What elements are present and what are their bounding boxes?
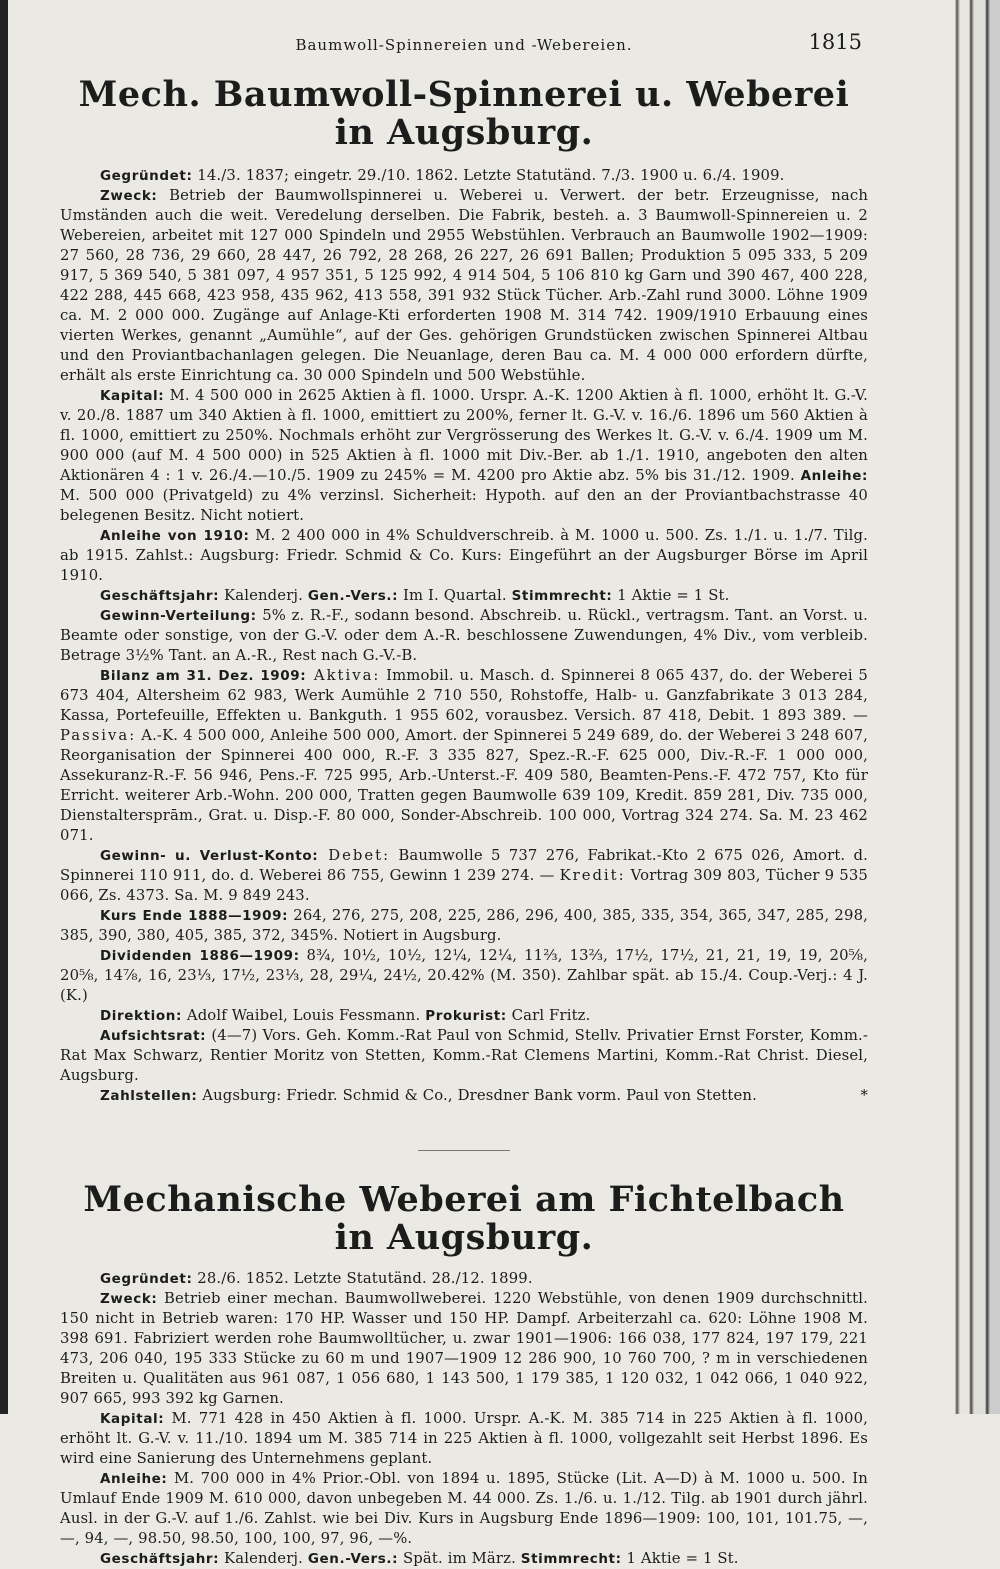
entry-label: Stimmrecht: — [511, 588, 613, 604]
entry-sublabel: Debet: — [318, 847, 391, 864]
entry-text: M. 4 500 000 in 2625 Aktien à fl. 1000. Urspr. A.-K. 1200 Aktien à fl. 1000, erhöht lt. G.-V. v. 20./8. 1887 um 340 Aktien à fl. 1000, emittiert zu 200%, ferner lt. G.-V. v. 16./6. 1896 um 560 Aktien à fl. 1000, emittiert zu 250%. Nochmals erhöht zur Vergrösserung des Werkes lt. G.-V. v. 6./4. 1909 um M. 900 000 (auf M. 4 500 000) in 525 Aktien à fl. 1000 mit Div.-Ber. ab 1./1. 1910, angeboten den alten Aktionären 4 : 1 v. 26./4.—10./5. 1909 zu 245% = M. 4200 pro Aktie abz. 5% bis 31./12. 1909. — [60, 387, 868, 484]
entry-text: 14./3. 1837; eingetr. 29./10. 1862. Letzte Statutänd. 7./3. 1900 u. 6./4. 1909. — [192, 167, 785, 184]
entry-label: Gen.-Vers.: — [307, 1551, 399, 1567]
entry-purpose — [60, 1289, 868, 1409]
entry-founded — [60, 1269, 868, 1289]
entry-dividends — [60, 946, 868, 1006]
entry-management — [60, 1006, 868, 1026]
entry-label: Gewinn-Verteilung: — [100, 608, 257, 624]
entry-label: Gen.-Vers.: — [307, 588, 399, 604]
entry-label: Gewinn- u. Verlust-Konto: — [100, 848, 319, 864]
entry-profit-distribution — [60, 606, 868, 666]
entry-text: 28./6. 1852. Letzte Statutänd. 28./12. 1899. — [192, 1270, 533, 1287]
entry-label: Kapital: — [100, 1411, 165, 1427]
entry-label: Direktion: — [100, 1008, 182, 1024]
entry-profit-loss — [60, 846, 868, 906]
entry-text: Vortrag 309 803, Tücher 9 535 066, Zs. 4373. Sa. M. 9 849 243. — [60, 867, 868, 904]
entry-text: Kalenderj. — [219, 587, 308, 604]
scan-edge-right — [955, 0, 1000, 1414]
entry-capital — [60, 1409, 868, 1469]
entry-text: 5% z. R.-F., sodann besond. Abschreib. u. Rückl., vertragsm. Tant. an Vorst. u. Beamte oder sonstige, von der G.-V. oder dem A.-R. beschlossene Zuwendungen, 4% Div., vom verbleib. Betrage 3½% Tant. an A.-R., Rest nach G.-V.-B. — [60, 607, 868, 664]
running-header — [60, 26, 868, 66]
entry-text: Immobil. u. Masch. d. Spinnerei 8 065 437, do. der Weberei 5 673 404, Altersheim 62 983, Werk Aumühle 2 710 550, Rohstoffe, Halb- u. Ganzfabrikate 3 013 284, Kassa, Portefeuille, Effekten u. Bankguth. 1 955 602, vorausbez. Versich. 87 418, Debit. 1 893 389. — — [60, 667, 869, 724]
entry-label: Aufsichtsrat: — [100, 1028, 207, 1044]
entry-text: 264, 276, 275, 208, 225, 286, 296, 400, 385, 335, 354, 365, 347, 285, 298, 385, 390, 380, 405, 385, 372, 345%. Notiert in Augsburg. — [60, 907, 868, 944]
entry-fiscal-year — [60, 1549, 868, 1569]
entry-text: A.-K. 4 500 000, Anleihe 500 000, Amort. der Spinnerei 5 249 689, do. der Weberei 3 248 607, Reorganisation der Spinnerei 400 000, R.-F. 3 335 827, Spez.-R.-F. 625 000, Div.-R.-F. 1 000 000, Assekuranz-R.-F. 56 946, Pens.-F. 725 995, Arb.-Unterst.-F. 409 580, Beamten-Pens.-F. 472 757, Kto für Erricht. weiterer Arb.-Wohn. 200 000, Tratten gegen Baumwolle 639 109, Kredit. 859 281, Div. 735 000, Dienstaltersprām., Grat. u. Disp.-F. 80 000, Sonder-Abschreib. 100 000, Vortrag 324 274. Sa. M. 23 462 071. — [60, 727, 868, 844]
scan-edge-left — [0, 0, 8, 1414]
entry-text: M. 2 400 000 in 4% Schuldverschreib. à M. 1000 u. 500. Zs. 1./1. u. 1./7. Tilg. ab 1915. Zahlst.: Augsburg: Friedr. Schmid & Co. Kurs: Eingeführt an der Augsburger Börse im April 1910. — [60, 527, 868, 584]
footnote-mark: * — [860, 1087, 868, 1104]
entry-label: Stimmrecht: — [520, 1551, 622, 1567]
page-number: 1815 — [808, 30, 862, 54]
entry-sublabel: Passiva: — [60, 727, 137, 744]
entry-label: Zweck: — [100, 1291, 158, 1307]
entry-text: Betrieb einer mechan. Baumwollweberei. 1220 Webstühle, von denen 1909 durchschnittl. 150 nicht in Betrieb waren: 170 HP. Wasser und 150 HP. Dampf. Arbeiterzahl ca. 620: Löhne 1908 M. 398 691. Fabriziert werden rohe Baumwolltücher, u. zwar 1901—1906: 166 038, 177 824, 197 179, 221 473, 206 040, 195 333 Stücke zu 60 m und 1907—1909 12 286 900, 10 760 700, ? m in verschiedenen Breiten u. Qualitäten aus 961 087, 1 056 680, 1 143 500, 1 179 385, 1 120 032, 1 042 066, 1 040 922, 907 665, 993 392 kg Garnen. — [60, 1290, 868, 1407]
entry-label: Bilanz am 31. Dez. 1909: — [100, 668, 307, 684]
entry-sublabel: Aktiva: — [306, 667, 381, 684]
entry-label: Gegründet: — [100, 168, 193, 184]
entry-text: 1 Aktie = 1 St. — [621, 1550, 739, 1567]
entry-sublabel: Kredit: — [559, 867, 626, 884]
entry-label: Geschäftsjahr: — [100, 1551, 220, 1567]
entry-text: M. 500 000 (Privatgeld) zu 4% verzinsl. Sicherheit: Hypoth. auf den an der Proviantbachstrasse 40 belegenen Besitz. Nicht notiert. — [60, 487, 868, 524]
entry-text: Augsburg: Friedr. Schmid & Co., Dresdner Bank vorm. Paul von Stetten. — [197, 1087, 757, 1104]
entry-label: Anleihe: — [800, 468, 868, 484]
entry-loan-1910 — [60, 526, 868, 586]
company-section — [60, 76, 868, 1106]
entry-text: Carl Fritz. — [506, 1007, 591, 1024]
company-section — [60, 1181, 868, 1569]
section-divider — [418, 1150, 510, 1151]
entry-text: Baumwolle 5 737 276, Fabrikat.-Kto 2 675 026, Amort. d. Spinnerei 110 911, do. d. Weberei 86 755, Gewinn 1 239 274. — — [60, 847, 868, 884]
entry-text: Adolf Waibel, Louis Fessmann. — [182, 1007, 426, 1024]
entry-label: Anleihe von 1910: — [100, 528, 250, 544]
entry-loan — [60, 1469, 868, 1549]
company-title: Mechanische Weberei am Fichtelbach in Augsburg. — [83, 1179, 845, 1258]
entry-founded — [60, 166, 868, 186]
entry-text: Im I. Quartal. — [398, 587, 512, 604]
entry-share-price — [60, 906, 868, 946]
entry-purpose — [60, 186, 868, 386]
entry-label: Zahlstellen: — [100, 1088, 198, 1104]
entry-label: Kapital: — [100, 388, 165, 404]
entry-label: Prokurist: — [425, 1008, 507, 1024]
entry-paying-agents — [60, 1086, 868, 1106]
entry-label: Kurs Ende 1888—1909: — [100, 908, 289, 924]
company-title: Mech. Baumwoll-Spinnerei u. Weberei in Augsburg. — [78, 74, 850, 153]
entry-fiscal-year — [60, 586, 868, 606]
entry-text: 8¾, 10½, 10½, 12¼, 12¼, 11⅔, 13⅔, 17½, 17½, 21, 21, 19, 19, 20⅝, 20⅝, 14⅞, 16, 23⅓, 17½, 23⅓, 28, 29¼, 24½, 20.42% (M. 350). Zahlbar spät. ab 15./4. Coup.-Verj.: 4 J. (K.) — [60, 947, 868, 1004]
entry-text: M. 700 000 in 4% Prior.-Obl. von 1894 u. 1895, Stücke (Lit. A—D) à M. 1000 u. 500. In Umlauf Ende 1909 M. 610 000, davon unbegeben M. 44 000. Zs. 1./6. u. 1./12. Tilg. ab 1901 durch jährl. Ausl. in der G.-V. auf 1./6. Zahlst. wie bei Div. Kurs in Augsburg Ende 1896—1909: 100, 101, 101.75, —, —, 94, —, 98.50, 98.50, 100, 100, 97, 96, —%. — [60, 1470, 868, 1547]
entry-text: Spät. im März. — [398, 1550, 521, 1567]
entry-label: Zweck: — [100, 188, 158, 204]
entry-text: 1 Aktie = 1 St. — [612, 587, 730, 604]
running-title: Baumwoll-Spinnereien und -Webereien. — [295, 36, 633, 54]
entry-label: Dividenden 1886—1909: — [100, 948, 300, 964]
entry-text: Betrieb der Baumwollspinnerei u. Weberei u. Verwert. der betr. Erzeugnisse, nach Umständen auch die weit. Veredelung derselben. Die Fabrik, besteh. a. 3 Baumwoll-Spinnereien u. 2 Webereien, arbeitet mit 127 000 Spindeln und 2955 Webstühlen. Verbrauch an Baumwolle 1902—1909: 27 560, 28 736, 29 660, 28 447, 26 792, 28 268, 26 227, 26 691 Ballen; Produktion 5 095 333, 5 209 917, 5 369 540, 5 381 097, 4 957 351, 5 125 992, 4 914 504, 5 106 810 kg Garn und 390 467, 400 228, 422 288, 445 668, 423 958, 435 962, 413 558, 391 932 Stück Tücher. Arb.-Zahl rund 3000. Löhne 1909 ca. M. 2 000 000. Zugänge auf Anlage-Kti erforderten 1908 M. 314 742. 1909/1910 Erbauung eines vierten Werkes, genannt „Aumühle“, auf der Ges. gehörigen Grundstücken zwischen Spinnerei Altbau und den Proviantbachanlagen gelegen. Die Neuanlage, deren Bau ca. M. 4 000 000 erfordern dürfte, erhält als erste Einrichtung ca. 30 000 Spindeln und 500 Webstühle. — [60, 187, 868, 384]
entry-text: Kalenderj. — [219, 1550, 308, 1567]
entry-capital — [60, 386, 868, 526]
entry-label: Geschäftsjahr: — [100, 588, 220, 604]
entry-supervisory-board — [60, 1026, 868, 1086]
entry-label: Anleihe: — [100, 1471, 168, 1487]
entry-label: Gegründet: — [100, 1271, 193, 1287]
entry-balance-sheet — [60, 666, 868, 846]
document-page — [60, 26, 868, 1569]
entry-text: (4—7) Vors. Geh. Komm.-Rat Paul von Schmid, Stellv. Privatier Ernst Forster, Komm.-Rat Max Schwarz, Rentier Moritz von Stetten, Komm.-Rat Clemens Martini, Komm.-Rat Christ. Diesel, Augsburg. — [60, 1027, 868, 1084]
entry-text: M. 771 428 in 450 Aktien à fl. 1000. Urspr. A.-K. M. 385 714 in 225 Aktien à fl. 1000, erhöht lt. G.-V. v. 11./10. 1894 um M. 385 714 in 225 Aktien à fl. 1000, vollgezahlt seit Herbst 1896. Es wird eine Sanierung des Unternehmens geplant. — [60, 1410, 868, 1467]
